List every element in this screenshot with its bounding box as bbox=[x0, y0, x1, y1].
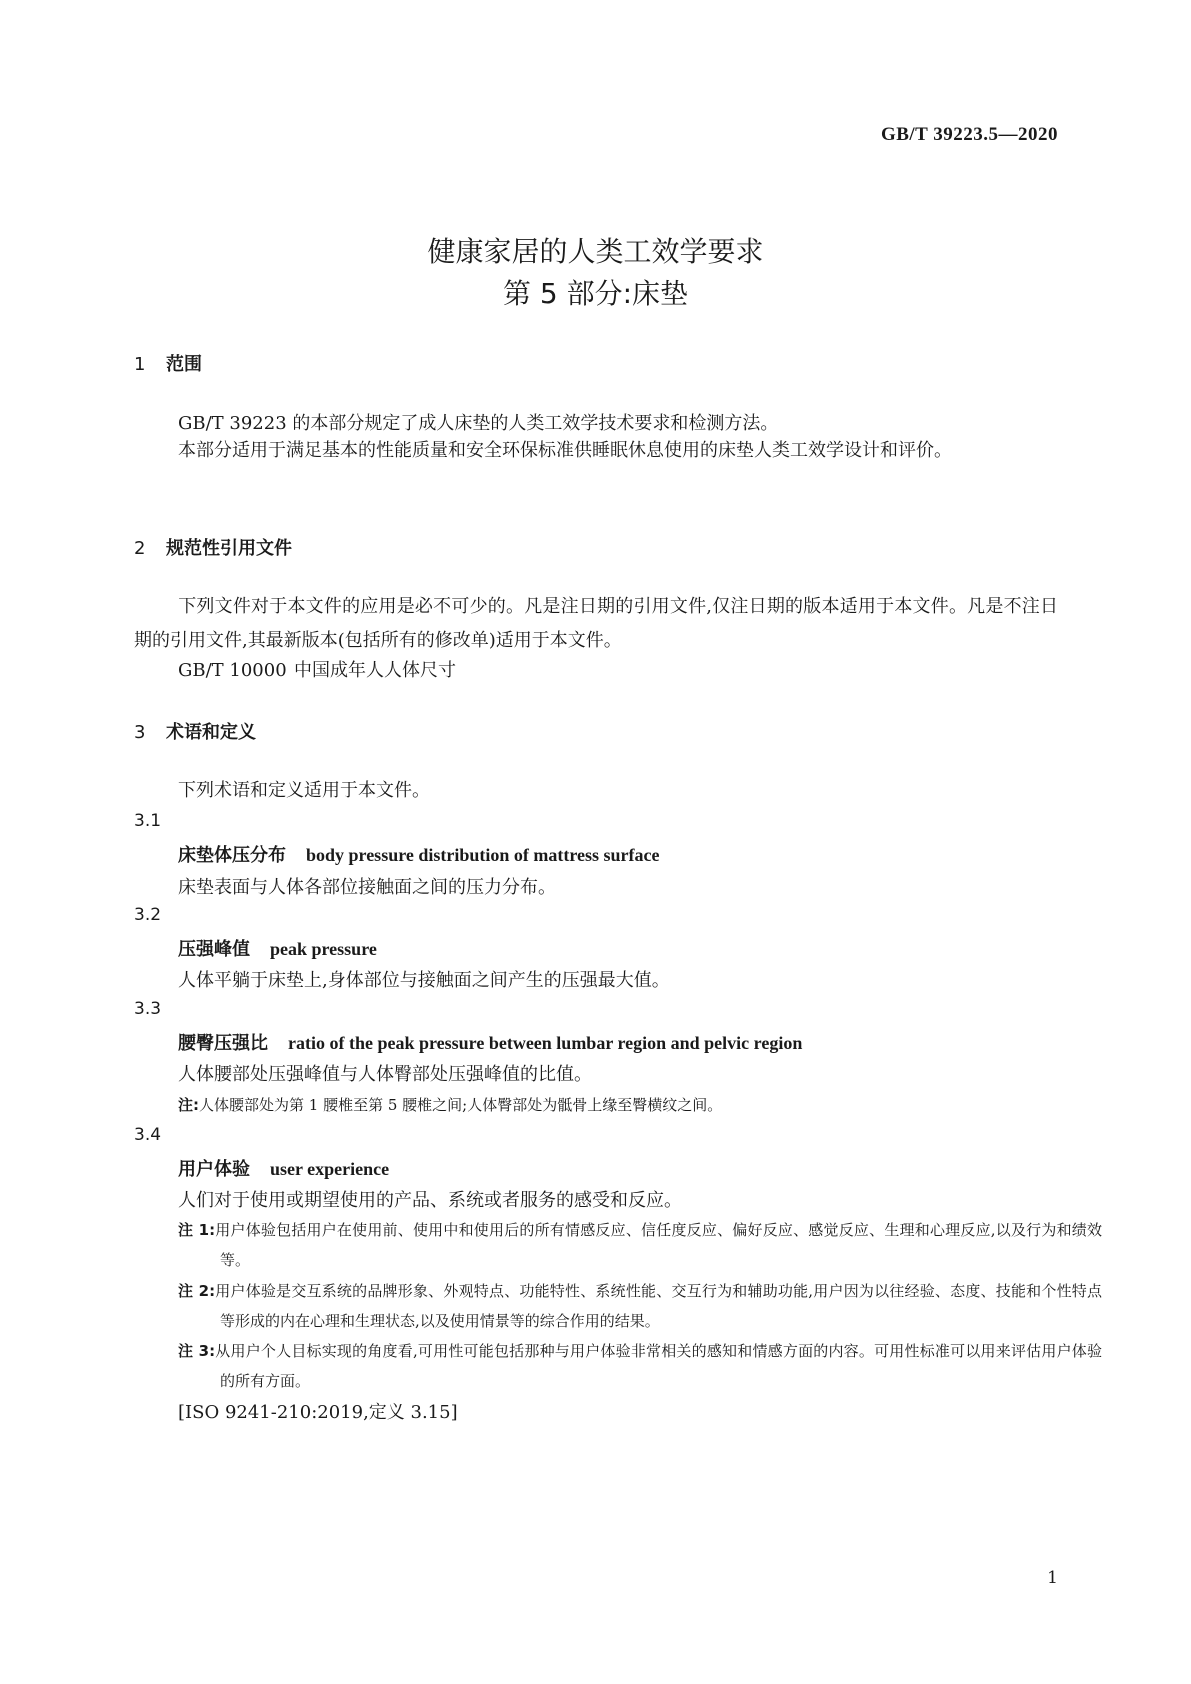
term-chinese: 用户体验 bbox=[178, 1159, 250, 1180]
term-definition: 人体腰部处压强峰值与人体臀部处压强峰值的比值。 bbox=[178, 1064, 592, 1085]
reference-title: 中国成年人人体尺寸 bbox=[294, 660, 456, 681]
note-text: 用户体验包括用户在使用前、使用中和使用后的所有情感反应、信任度反应、偏好反应、感觉反应、生理和心理反应,以及行为和绩效等。 bbox=[215, 1221, 1102, 1269]
section-number: 3 bbox=[134, 722, 146, 743]
section-1-paragraph-1: GB/T 39223 的本部分规定了成人床垫的人类工效学技术要求和检测方法。 bbox=[178, 413, 779, 434]
term-english: user experience bbox=[270, 1159, 390, 1179]
term-definition: 人体平躺于床垫上,身体部位与接触面之间产生的压强最大值。 bbox=[178, 970, 670, 991]
term-note-2 bbox=[178, 1276, 1102, 1336]
section-3-heading bbox=[134, 718, 256, 744]
term-heading bbox=[178, 935, 377, 961]
term-number: 3.4 bbox=[134, 1125, 162, 1145]
note-text: 从用户个人目标实现的角度看,可用性可能包括那种与用户体验非常相关的感知和情感方面的内容。可用性标准可以用来评估用户体验的所有方面。 bbox=[215, 1342, 1102, 1390]
term-note-3 bbox=[178, 1336, 1102, 1396]
term-heading bbox=[178, 1029, 802, 1055]
note-text: 人体腰部处为第 1 腰椎至第 5 腰椎之间;人体臀部处为骶骨上缘至臀横纹之间。 bbox=[199, 1096, 723, 1114]
section-title: 范围 bbox=[166, 354, 202, 375]
note-label: 注 3: bbox=[178, 1342, 216, 1360]
section-title: 规范性引用文件 bbox=[166, 538, 292, 559]
section-2-heading bbox=[134, 534, 292, 560]
term-english: body pressure distribution of mattress surface bbox=[306, 845, 660, 865]
section-number: 2 bbox=[134, 538, 146, 559]
document-subtitle: 第 5 部分:床垫 bbox=[502, 277, 689, 310]
section-2-paragraph: 下列文件对于本文件的应用是必不可少的。凡是注日期的引用文件,仅注日期的版本适用于本文件。凡是不注日期的引用文件,其最新版本(包括所有的修改单)适用于本文件。 bbox=[134, 596, 1058, 651]
term-chinese: 床垫体压分布 bbox=[178, 845, 286, 866]
page-number: 1 bbox=[1047, 1568, 1058, 1588]
term-number: 3.3 bbox=[134, 999, 162, 1019]
term-chinese: 腰臀压强比 bbox=[178, 1033, 268, 1054]
reference-code: GB/T 10000 bbox=[178, 660, 287, 681]
term-source: [ISO 9241-210:2019,定义 3.15] bbox=[178, 1402, 458, 1423]
term-heading bbox=[178, 841, 660, 867]
term-english: peak pressure bbox=[270, 939, 377, 959]
term-heading bbox=[178, 1155, 389, 1181]
term-definition: 人们对于使用或期望使用的产品、系统或者服务的感受和反应。 bbox=[178, 1190, 682, 1211]
document-title: 健康家居的人类工效学要求 bbox=[427, 235, 764, 268]
note-label: 注: bbox=[178, 1096, 199, 1114]
section-3-intro: 下列术语和定义适用于本文件。 bbox=[178, 780, 430, 801]
normative-reference bbox=[178, 656, 456, 682]
note-label: 注 1: bbox=[178, 1221, 216, 1239]
term-definition: 床垫表面与人体各部位接触面之间的压力分布。 bbox=[178, 877, 556, 898]
standard-code: GB/T 39223.5—2020 bbox=[880, 124, 1058, 145]
section-1-heading bbox=[134, 350, 202, 376]
term-note bbox=[178, 1090, 1060, 1120]
section-1-paragraph-2: 本部分适用于满足基本的性能质量和安全环保标准供睡眠休息使用的床垫人类工效学设计和评价。 bbox=[178, 440, 952, 461]
note-text: 用户体验是交互系统的品牌形象、外观特点、功能特性、系统性能、交互行为和辅助功能,用户因为以往经验、态度、技能和个性特点等形成的内在心理和生理状态,以及使用情景等的综合作用的结果。 bbox=[215, 1282, 1102, 1330]
term-english: ratio of the peak pressure between lumbar region and pelvic region bbox=[288, 1033, 803, 1053]
section-number: 1 bbox=[134, 354, 146, 375]
note-label: 注 2: bbox=[178, 1282, 216, 1300]
term-number: 3.1 bbox=[134, 811, 162, 831]
term-note-1 bbox=[178, 1215, 1102, 1275]
term-number: 3.2 bbox=[134, 905, 162, 925]
term-chinese: 压强峰值 bbox=[178, 939, 250, 960]
section-title: 术语和定义 bbox=[166, 722, 256, 743]
